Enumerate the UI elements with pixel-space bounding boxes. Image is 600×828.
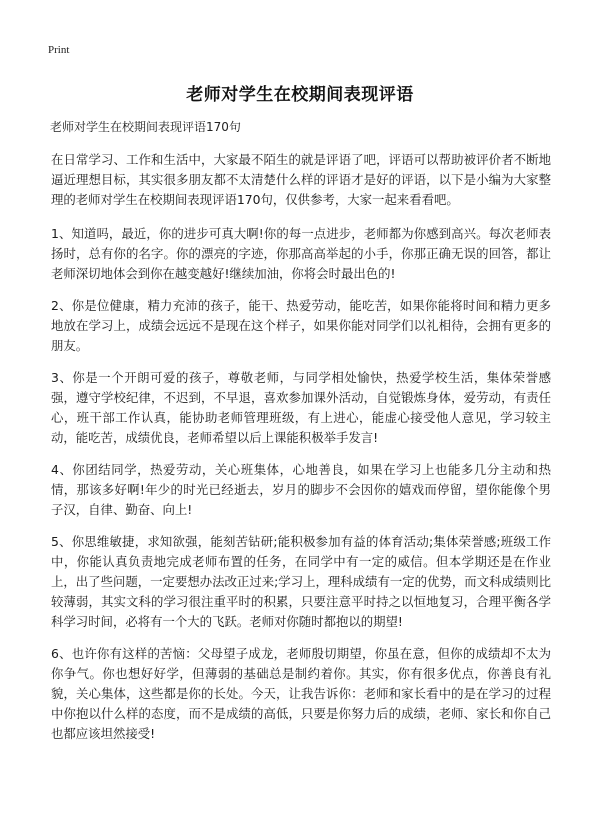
comment-paragraph-5: 5、你思维敏捷，求知欲强，能刻苦钻研;能积极参加有益的体育活动;集体荣誉感;班级工作中，你能认真负责地完成老师布置的任务，在同学中有一定的威信。但本学期还是在作业上，出了些问题，一定要想办法改正过来;学习上，理科成绩有一定的优势，而文科成绩则比较薄弱，其实文科的学习很注重平时的积累，只要注意平时持之以恒地复习，合理平衡各学科学习时间，必将有一个大的飞跃。老师对你随时都抱以的期望!	[51, 534, 551, 629]
comment-paragraph-2: 2、你是位健康，精力充沛的孩子，能干、热爱劳动，能吃苦，如果你能将时间和精力更多地放在学习上，成绩会远远不是现在这个样子，如果你能对同学们以礼相待，会拥有更多的朋友。	[51, 298, 551, 353]
comment-paragraph-6: 6、也许你有这样的苦恼：父母望子成龙，老师殷切期望，你虽在意，但你的成绩却不太为你争气。你也想好好学，但薄弱的基础总是制约着你。其实，你有很多优点，你善良有礼貌，关心集体，这些都是你的长处。今天，让我告诉你：老师和家长看中的是在学习的过程中你抱以什么样的态度，而不是成绩的高低，只要是你努力后的成绩，老师、家长和你自己也都应该坦然接受!	[51, 646, 551, 741]
comment-paragraph-3: 3、你是一个开朗可爱的孩子，尊敬老师，与同学相处愉快，热爱学校生活，集体荣誉感强，遵守学校纪律，不迟到，不早退，喜欢参加课外活动，自觉锻炼身体，爱劳动，有责任心，班干部工作认真，能协助老师管理班级，有上进心，能虚心接受他人意见，学习较主动，能吃苦，成绩优良，老师希望以后上课能积极举手发言!	[51, 370, 551, 445]
document-title: 老师对学生在校期间表现评语	[186, 85, 414, 105]
document-subtitle: 老师对学生在校期间表现评语170句	[50, 120, 241, 134]
comment-paragraph-4: 4、你团结同学，热爱劳动，关心班集体，心地善良，如果在学习上也能多几分主动和热情，那该多好啊!年少的时光已经逝去，岁月的脚步不会因你的嬉戏而停留，望你能像个男子汉，自律、勤奋、向上!	[51, 462, 551, 517]
comment-paragraph-1: 1、知道吗，最近，你的进步可真大啊!你的每一点进步，老师都为你感到高兴。每次老师表扬时，总有你的名字。你的漂亮的字迹，你那高高举起的小手，你那正确无误的回答，都让老师深切地体会到你在越变越好!继续加油，你将会时最出色的!	[51, 226, 551, 281]
intro-paragraph: 在日常学习、工作和生活中，大家最不陌生的就是评语了吧，评语可以帮助被评价者不断地逼近理想目标，其实很多朋友都不太清楚什么样的评语才是好的评语，以下是小编为大家整理的老师对学生在校期间表现评语170句，仅供参考，大家一起来看看吧。	[51, 152, 551, 207]
document-body	[51, 150, 551, 756]
print-link[interactable]: Print	[48, 44, 70, 56]
